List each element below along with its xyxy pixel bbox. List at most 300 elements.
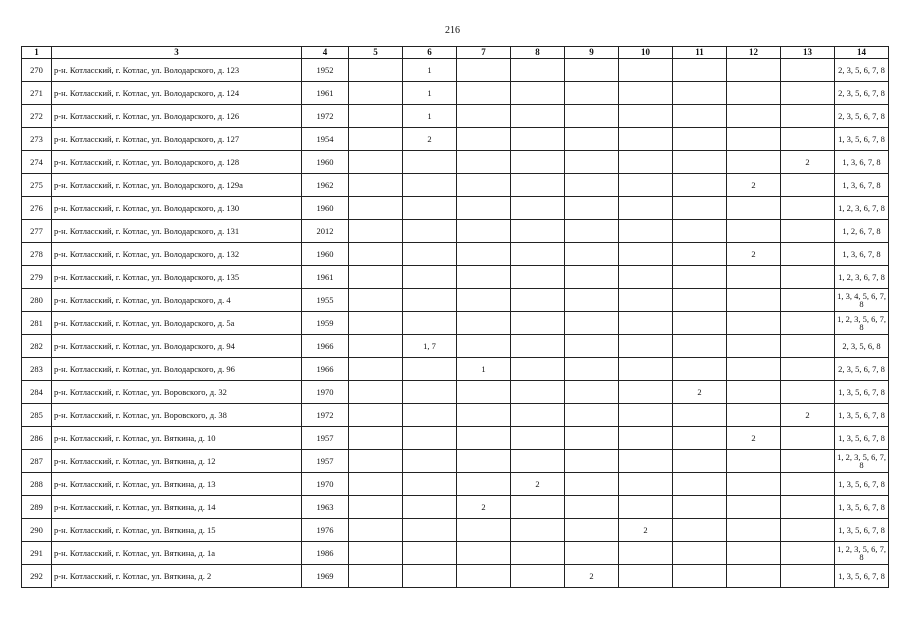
cell-col5: [349, 174, 403, 197]
cell-col11: [673, 243, 727, 266]
cell-col6: 2: [403, 128, 457, 151]
cell-col14: 2, 3, 5, 6, 7, 8: [835, 105, 889, 128]
cell-col5: [349, 312, 403, 335]
cell-col12: [727, 220, 781, 243]
cell-col14: 1, 2, 3, 6, 7, 8: [835, 197, 889, 220]
cell-col13: 2: [781, 151, 835, 174]
table-row: [22, 105, 889, 128]
cell-year: 1986: [302, 542, 349, 565]
cell-col12: 2: [727, 427, 781, 450]
cell-year: 1963: [302, 496, 349, 519]
cell-col10: [619, 151, 673, 174]
cell-col9: [565, 542, 619, 565]
cell-col7: [457, 450, 511, 473]
cell-col10: [619, 381, 673, 404]
cell-col9: [565, 335, 619, 358]
cell-row-number: 283: [22, 358, 52, 381]
cell-row-number: 272: [22, 105, 52, 128]
cell-address: р-н. Котласский, г. Котлас, ул. Вяткина, д. 10: [52, 427, 302, 450]
cell-col5: [349, 565, 403, 588]
table-row: [22, 266, 889, 289]
cell-col14: 1, 3, 5, 6, 7, 8: [835, 381, 889, 404]
cell-col9: [565, 381, 619, 404]
cell-col13: [781, 82, 835, 105]
cell-col10: [619, 174, 673, 197]
cell-address: р-н. Котласский, г. Котлас, ул. Вяткина, д. 2: [52, 565, 302, 588]
cell-col13: [781, 105, 835, 128]
cell-col11: [673, 220, 727, 243]
cell-col5: [349, 358, 403, 381]
cell-col10: [619, 335, 673, 358]
header-cell-col10: 10: [619, 47, 673, 59]
cell-col10: [619, 220, 673, 243]
cell-col10: [619, 266, 673, 289]
cell-col7: [457, 404, 511, 427]
cell-year: 1961: [302, 82, 349, 105]
table-row: [22, 473, 889, 496]
cell-col8: [511, 128, 565, 151]
cell-col6: [403, 565, 457, 588]
cell-col9: [565, 496, 619, 519]
cell-col5: [349, 82, 403, 105]
cell-row-number: 292: [22, 565, 52, 588]
cell-col14: 1, 3, 5, 6, 7, 8: [835, 128, 889, 151]
cell-col6: 1: [403, 59, 457, 82]
cell-year: 1957: [302, 450, 349, 473]
cell-col13: [781, 174, 835, 197]
cell-row-number: 281: [22, 312, 52, 335]
cell-row-number: 285: [22, 404, 52, 427]
cell-col11: [673, 289, 727, 312]
cell-col7: [457, 312, 511, 335]
table-row: [22, 312, 889, 335]
cell-address: р-н. Котласский, г. Котлас, ул. Вяткина, д. 14: [52, 496, 302, 519]
cell-year: 1960: [302, 243, 349, 266]
cell-col8: [511, 266, 565, 289]
cell-year: 1970: [302, 381, 349, 404]
cell-col5: [349, 289, 403, 312]
cell-row-number: 282: [22, 335, 52, 358]
cell-col11: [673, 358, 727, 381]
cell-year: 1957: [302, 427, 349, 450]
header-cell-col14: 14: [835, 47, 889, 59]
cell-col13: [781, 266, 835, 289]
cell-col9: [565, 473, 619, 496]
cell-col6: [403, 174, 457, 197]
cell-col13: [781, 220, 835, 243]
cell-col8: [511, 174, 565, 197]
cell-col7: [457, 82, 511, 105]
cell-col10: [619, 496, 673, 519]
cell-address: р-н. Котласский, г. Котлас, ул. Вяткина, д. 12: [52, 450, 302, 473]
cell-col5: [349, 243, 403, 266]
cell-col12: [727, 565, 781, 588]
cell-col6: [403, 427, 457, 450]
cell-col11: [673, 59, 727, 82]
cell-address: р-н. Котласский, г. Котлас, ул. Воровского, д. 32: [52, 381, 302, 404]
table-row: [22, 450, 889, 473]
table-row: [22, 496, 889, 519]
cell-col12: [727, 381, 781, 404]
cell-col7: [457, 197, 511, 220]
cell-col12: [727, 450, 781, 473]
cell-col13: [781, 289, 835, 312]
cell-address: р-н. Котласский, г. Котлас, ул. Володарского, д. 96: [52, 358, 302, 381]
cell-col13: [781, 519, 835, 542]
cell-row-number: 273: [22, 128, 52, 151]
cell-col14: 1, 3, 6, 7, 8: [835, 151, 889, 174]
cell-col11: [673, 105, 727, 128]
cell-col14: 1, 3, 5, 6, 7, 8: [835, 404, 889, 427]
table-row: [22, 335, 889, 358]
cell-col14: 1, 3, 5, 6, 7, 8: [835, 427, 889, 450]
cell-col9: [565, 289, 619, 312]
cell-row-number: 287: [22, 450, 52, 473]
cell-col6: [403, 151, 457, 174]
header-cell-col9: 9: [565, 47, 619, 59]
table-row: [22, 151, 889, 174]
cell-col11: [673, 82, 727, 105]
cell-col9: [565, 220, 619, 243]
cell-col5: [349, 381, 403, 404]
cell-col9: [565, 59, 619, 82]
cell-col11: [673, 151, 727, 174]
cell-col13: [781, 59, 835, 82]
cell-address: р-н. Котласский, г. Котлас, ул. Володарского, д. 126: [52, 105, 302, 128]
cell-col9: [565, 358, 619, 381]
cell-col9: [565, 243, 619, 266]
cell-col12: [727, 59, 781, 82]
cell-col9: [565, 312, 619, 335]
cell-col12: [727, 312, 781, 335]
cell-col14: 2, 3, 5, 6, 8: [835, 335, 889, 358]
cell-col14: 2, 3, 5, 6, 7, 8: [835, 59, 889, 82]
cell-col13: [781, 381, 835, 404]
cell-col7: 1: [457, 358, 511, 381]
cell-row-number: 278: [22, 243, 52, 266]
cell-col10: [619, 197, 673, 220]
cell-col12: [727, 105, 781, 128]
cell-col8: [511, 358, 565, 381]
cell-row-number: 271: [22, 82, 52, 105]
cell-col8: [511, 220, 565, 243]
cell-col14: 1, 2, 3, 5, 6, 7, 8: [835, 542, 889, 565]
cell-col9: 2: [565, 565, 619, 588]
cell-col11: [673, 266, 727, 289]
cell-col9: [565, 404, 619, 427]
cell-col5: [349, 519, 403, 542]
cell-col7: [457, 381, 511, 404]
header-cell-col11: 11: [673, 47, 727, 59]
cell-row-number: 275: [22, 174, 52, 197]
table-row: [22, 174, 889, 197]
cell-col12: [727, 358, 781, 381]
cell-col12: [727, 496, 781, 519]
table-row: [22, 565, 889, 588]
cell-col10: [619, 542, 673, 565]
cell-col6: [403, 243, 457, 266]
table-header: [22, 47, 889, 59]
cell-col7: [457, 105, 511, 128]
cell-col7: [457, 174, 511, 197]
cell-col7: [457, 519, 511, 542]
cell-col6: [403, 358, 457, 381]
cell-col5: [349, 266, 403, 289]
cell-col10: [619, 450, 673, 473]
cell-row-number: 270: [22, 59, 52, 82]
cell-col13: 2: [781, 404, 835, 427]
cell-col5: [349, 105, 403, 128]
cell-col7: [457, 266, 511, 289]
cell-col14: 1, 3, 5, 6, 7, 8: [835, 473, 889, 496]
cell-row-number: 290: [22, 519, 52, 542]
cell-col10: [619, 312, 673, 335]
cell-col10: [619, 473, 673, 496]
cell-address: р-н. Котласский, г. Котлас, ул. Володарского, д. 135: [52, 266, 302, 289]
cell-col11: [673, 496, 727, 519]
cell-col12: [727, 266, 781, 289]
cell-row-number: 280: [22, 289, 52, 312]
cell-col5: [349, 542, 403, 565]
cell-year: 1966: [302, 335, 349, 358]
cell-year: 2012: [302, 220, 349, 243]
cell-col7: [457, 473, 511, 496]
table-row: [22, 542, 889, 565]
cell-col12: 2: [727, 243, 781, 266]
cell-col12: [727, 289, 781, 312]
register-table: [21, 46, 889, 588]
cell-row-number: 279: [22, 266, 52, 289]
cell-col5: [349, 335, 403, 358]
cell-address: р-н. Котласский, г. Котлас, ул. Володарского, д. 130: [52, 197, 302, 220]
cell-row-number: 284: [22, 381, 52, 404]
table-row: [22, 82, 889, 105]
table-row: [22, 243, 889, 266]
cell-col9: [565, 128, 619, 151]
cell-col10: [619, 289, 673, 312]
cell-address: р-н. Котласский, г. Котлас, ул. Володарского, д. 128: [52, 151, 302, 174]
cell-col5: [349, 197, 403, 220]
cell-col11: [673, 174, 727, 197]
cell-year: 1961: [302, 266, 349, 289]
cell-col8: 2: [511, 473, 565, 496]
cell-year: 1962: [302, 174, 349, 197]
cell-address: р-н. Котласский, г. Котлас, ул. Вяткина, д. 15: [52, 519, 302, 542]
cell-col11: [673, 542, 727, 565]
header-cell-col6: 6: [403, 47, 457, 59]
cell-col6: [403, 266, 457, 289]
cell-col13: [781, 128, 835, 151]
header-row: [22, 47, 889, 59]
table-row: [22, 381, 889, 404]
cell-col13: [781, 312, 835, 335]
cell-col14: 1, 2, 3, 5, 6, 7, 8: [835, 450, 889, 473]
cell-address: р-н. Котласский, г. Котлас, ул. Володарского, д. 94: [52, 335, 302, 358]
cell-col6: [403, 197, 457, 220]
header-cell-col4: 4: [302, 47, 349, 59]
cell-col8: [511, 59, 565, 82]
cell-col13: [781, 542, 835, 565]
header-cell-col13: 13: [781, 47, 835, 59]
cell-col8: [511, 197, 565, 220]
cell-year: 1972: [302, 105, 349, 128]
cell-col5: [349, 151, 403, 174]
cell-col5: [349, 404, 403, 427]
table-row: [22, 519, 889, 542]
table-row: [22, 59, 889, 82]
cell-col10: [619, 82, 673, 105]
cell-col14: 1, 3, 4, 5, 6, 7, 8: [835, 289, 889, 312]
cell-col12: [727, 82, 781, 105]
cell-col13: [781, 496, 835, 519]
cell-col11: [673, 427, 727, 450]
cell-col11: [673, 335, 727, 358]
cell-col14: 1, 2, 6, 7, 8: [835, 220, 889, 243]
cell-col13: [781, 473, 835, 496]
cell-year: 1966: [302, 358, 349, 381]
cell-address: р-н. Котласский, г. Котлас, ул. Вяткина, д. 1а: [52, 542, 302, 565]
cell-col8: [511, 151, 565, 174]
cell-col10: [619, 128, 673, 151]
cell-year: 1976: [302, 519, 349, 542]
cell-col10: [619, 105, 673, 128]
cell-col8: [511, 450, 565, 473]
cell-address: р-н. Котласский, г. Котлас, ул. Володарского, д. 5а: [52, 312, 302, 335]
page-number: 216: [445, 25, 460, 36]
cell-col7: [457, 151, 511, 174]
cell-col10: [619, 358, 673, 381]
cell-col9: [565, 519, 619, 542]
cell-col12: 2: [727, 174, 781, 197]
table-row: [22, 220, 889, 243]
cell-address: р-н. Котласский, г. Котлас, ул. Володарского, д. 132: [52, 243, 302, 266]
cell-col13: [781, 358, 835, 381]
cell-col13: [781, 565, 835, 588]
table-row: [22, 128, 889, 151]
header-cell-col12: 12: [727, 47, 781, 59]
cell-year: 1952: [302, 59, 349, 82]
cell-row-number: 289: [22, 496, 52, 519]
header-cell-col5: 5: [349, 47, 403, 59]
cell-col14: 2, 3, 5, 6, 7, 8: [835, 82, 889, 105]
cell-col8: [511, 289, 565, 312]
cell-col9: [565, 427, 619, 450]
cell-year: 1955: [302, 289, 349, 312]
cell-col12: [727, 404, 781, 427]
header-cell-col3: 3: [52, 47, 302, 59]
cell-col8: [511, 381, 565, 404]
cell-col11: [673, 473, 727, 496]
cell-col9: [565, 82, 619, 105]
cell-col8: [511, 542, 565, 565]
cell-col7: [457, 128, 511, 151]
cell-col5: [349, 59, 403, 82]
cell-col10: [619, 427, 673, 450]
cell-year: 1960: [302, 197, 349, 220]
cell-col11: [673, 197, 727, 220]
cell-col6: 1: [403, 105, 457, 128]
cell-col13: [781, 197, 835, 220]
cell-col9: [565, 151, 619, 174]
cell-col11: [673, 450, 727, 473]
cell-col6: [403, 289, 457, 312]
cell-col13: [781, 335, 835, 358]
cell-col11: [673, 128, 727, 151]
cell-col14: 1, 2, 3, 5, 6, 7, 8: [835, 312, 889, 335]
cell-year: 1960: [302, 151, 349, 174]
cell-year: 1959: [302, 312, 349, 335]
cell-year: 1970: [302, 473, 349, 496]
cell-col5: [349, 450, 403, 473]
cell-col9: [565, 105, 619, 128]
cell-col8: [511, 427, 565, 450]
cell-col14: 1, 3, 5, 6, 7, 8: [835, 519, 889, 542]
cell-col7: [457, 289, 511, 312]
cell-col12: [727, 542, 781, 565]
cell-year: 1972: [302, 404, 349, 427]
cell-address: р-н. Котласский, г. Котлас, ул. Володарского, д. 127: [52, 128, 302, 151]
cell-col5: [349, 473, 403, 496]
cell-col6: [403, 404, 457, 427]
cell-col12: [727, 151, 781, 174]
cell-col6: [403, 450, 457, 473]
cell-col14: 1, 3, 6, 7, 8: [835, 174, 889, 197]
cell-col13: [781, 450, 835, 473]
cell-col14: 1, 3, 5, 6, 7, 8: [835, 496, 889, 519]
header-cell-col1: 1: [22, 47, 52, 59]
header-cell-col7: 7: [457, 47, 511, 59]
cell-address: р-н. Котласский, г. Котлас, ул. Володарского, д. 123: [52, 59, 302, 82]
cell-col10: [619, 565, 673, 588]
cell-address: р-н. Котласский, г. Котлас, ул. Володарского, д. 124: [52, 82, 302, 105]
cell-col10: [619, 404, 673, 427]
cell-col6: [403, 519, 457, 542]
cell-col14: 1, 3, 6, 7, 8: [835, 243, 889, 266]
table-row: [22, 404, 889, 427]
cell-row-number: 277: [22, 220, 52, 243]
cell-col12: [727, 128, 781, 151]
table-body: [22, 59, 889, 588]
cell-row-number: 291: [22, 542, 52, 565]
cell-col7: [457, 59, 511, 82]
cell-col10: 2: [619, 519, 673, 542]
cell-col9: [565, 266, 619, 289]
cell-col8: [511, 82, 565, 105]
cell-col6: [403, 542, 457, 565]
cell-address: р-н. Котласский, г. Котлас, ул. Володарского, д. 4: [52, 289, 302, 312]
cell-col6: 1: [403, 82, 457, 105]
cell-col7: [457, 335, 511, 358]
cell-col14: 2, 3, 5, 6, 7, 8: [835, 358, 889, 381]
table-row: [22, 427, 889, 450]
cell-col5: [349, 128, 403, 151]
cell-col14: 1, 3, 5, 6, 7, 8: [835, 565, 889, 588]
cell-row-number: 286: [22, 427, 52, 450]
cell-year: 1954: [302, 128, 349, 151]
cell-col12: [727, 197, 781, 220]
cell-col6: [403, 496, 457, 519]
cell-col10: [619, 59, 673, 82]
table-row: [22, 358, 889, 381]
cell-col13: [781, 243, 835, 266]
table-row: [22, 289, 889, 312]
cell-row-number: 274: [22, 151, 52, 174]
cell-col12: [727, 335, 781, 358]
cell-col6: [403, 473, 457, 496]
cell-col7: [457, 542, 511, 565]
cell-col7: 2: [457, 496, 511, 519]
cell-col11: [673, 312, 727, 335]
